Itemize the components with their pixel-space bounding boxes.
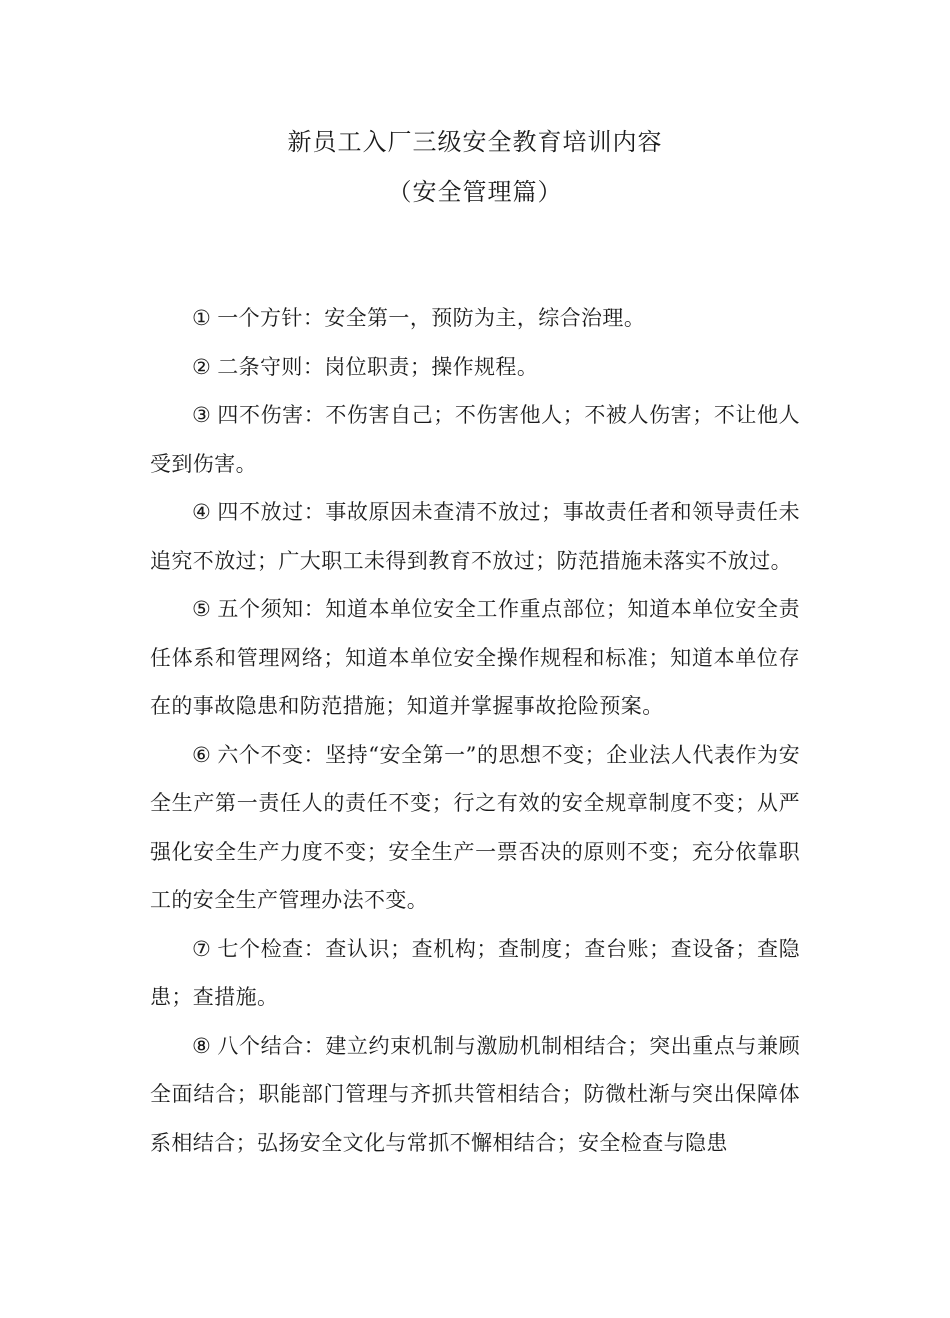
list-item [150,488,800,585]
item-number: ② [192,354,212,379]
item-number: ⑧ [192,1033,212,1058]
item-number: ③ [192,403,212,427]
list-item [150,1022,800,1168]
item-text: 六个不变：坚持“安全第一”的思想不变；企业法人代表作为安全生产第一责任人的责任不变；行之有效的安全规章制度不变；从严强化安全生产力度不变；安全生产一票否决的原则不变；充分依靠职工的安全生产管理办法不变。 [150,742,800,912]
item-text: 八个结合：建立约束机制与激励机制相结合；突出重点与兼顾全面结合；职能部门管理与齐抓共管相结合；防微杜渐与突出保障体系相结合；弘扬安全文化与常抓不懈相结合；安全检查与隐患 [150,1033,800,1155]
list-item [150,585,800,731]
document-body [150,294,800,1167]
item-text: 四不伤害：不伤害自己；不伤害他人；不被人伤害；不让他人受到伤害。 [150,403,800,476]
item-text: 一个方针：安全第一，预防为主，综合治理。 [217,306,646,330]
item-number: ① [192,306,212,330]
list-item [150,391,800,488]
document-title: 新员工入厂三级安全教育培训内容 [287,128,663,156]
list-item [150,731,800,925]
list-item [150,925,800,1022]
document-subtitle: （安全管理篇） [387,178,563,206]
item-text: 二条守则：岗位职责；操作规程。 [217,354,539,379]
item-text: 四不放过：事故原因未查清不放过；事故责任者和领导责任未追究不放过；广大职工未得到教育不放过；防范措施未落实不放过。 [150,500,800,573]
item-text: 七个检查：查认识；查机构；查制度；查台账；查设备；查隐患；查措施。 [150,936,800,1009]
item-text: 五个须知：知道本单位安全工作重点部位；知道本单位安全责任体系和管理网络；知道本单位安全操作规程和标准；知道本单位存在的事故隐患和防范措施；知道并掌握事故抢险预案。 [150,597,800,718]
list-item [150,294,800,343]
item-number: ⑥ [192,742,212,767]
item-number: ⑦ [192,936,212,961]
item-number: ④ [192,500,212,524]
list-item [150,343,800,392]
item-number: ⑤ [192,597,212,621]
